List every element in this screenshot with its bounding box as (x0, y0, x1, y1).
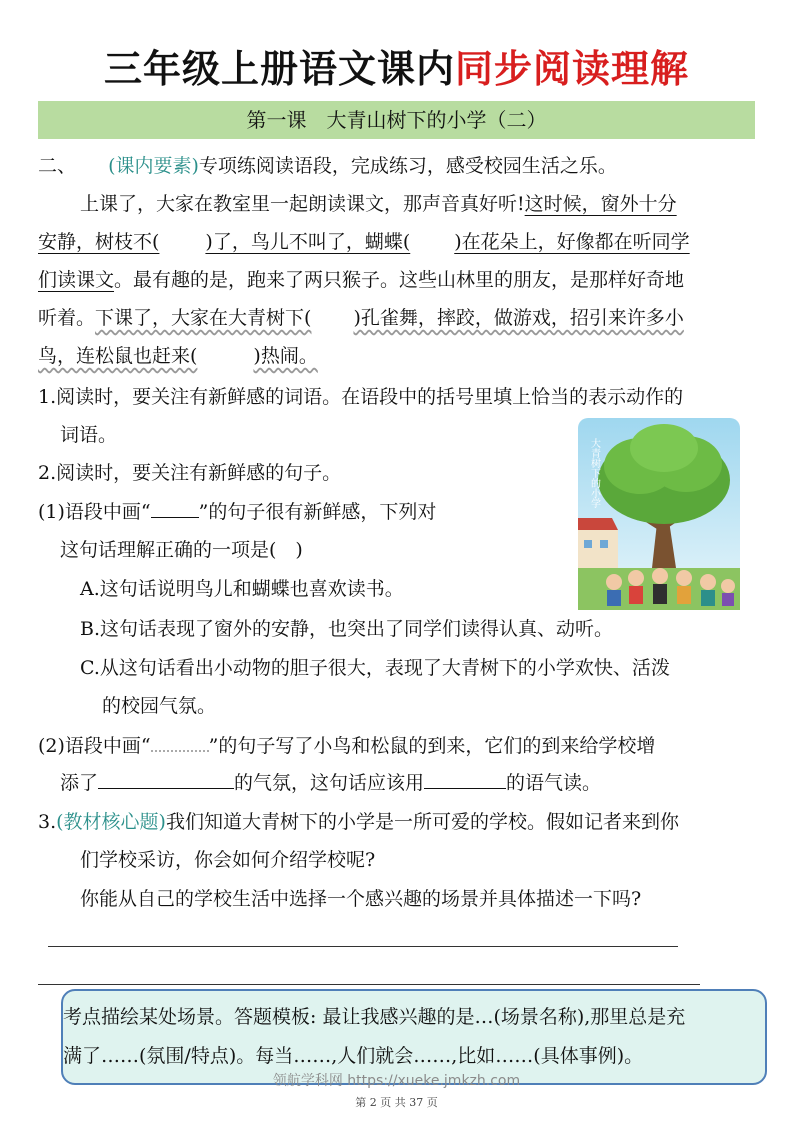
atmosphere-blank[interactable] (98, 770, 234, 789)
underlined-sentence: 安静，树枝不( (38, 231, 160, 253)
answer-line-2[interactable] (38, 984, 700, 985)
section-heading (38, 153, 617, 179)
question-2-1-line-1 (38, 499, 436, 525)
wavy-sentence: 鸟，连松鼠也赶来( (38, 345, 198, 367)
wavy-mark-sample (151, 732, 209, 752)
passage-text: 。最有趣的是，跑来了两只猴子。这些山林里的朋友，是那样好奇地 (114, 269, 685, 291)
wavy-sentence: )孔雀舞，摔跤，做游戏，招引来许多小 (353, 307, 684, 329)
question-text: 的语气读。 (506, 772, 602, 794)
question-1-line-2: 词语。 (60, 424, 118, 446)
question-2-1-line-2: 这句话理解正确的一项是( ) (60, 539, 303, 561)
lesson-heading: 第一课 大青山树下的小学（二） (38, 101, 755, 139)
option-c[interactable]: C.从这句话看出小动物的胆子很大，表现了大青树下的小学欢快、活泼 (80, 657, 670, 679)
question-text: ”的句子写了小鸟和松鼠的到来，它们的到来给学校增 (208, 735, 656, 757)
question-text: 的气氛，这句话应该用 (234, 772, 425, 794)
question-text: ”的句子很有新鲜感，下列对 (198, 501, 437, 523)
option-c-continued: 的校园气氛。 (102, 695, 217, 717)
option-b[interactable]: B.这句话表现了窗外的安静，也突出了同学们读得认真、动听。 (80, 618, 614, 640)
tone-blank[interactable] (424, 770, 506, 789)
school-tree-illustration (578, 418, 740, 610)
passage-line-2 (38, 229, 690, 255)
section-number: 二、 (38, 155, 77, 177)
tip-line-2: 满了……(氛围/特点)。每当……,人们就会……,比如……(具体事例)。 (63, 1045, 644, 1067)
answer-line-1[interactable] (48, 946, 678, 947)
tip-line-1: 考点描绘某处场景。答题模板: 最让我感兴趣的是…(场景名称),那里总是充 (63, 1006, 686, 1028)
question-text: (1)语段中画“ (38, 501, 151, 523)
title-part-2: 同步阅读理解 (455, 47, 690, 91)
wavy-sentence: )热闹。 (253, 345, 318, 367)
question-3-line-1 (38, 809, 679, 835)
question-3-tag: (教材核心题) (56, 811, 166, 833)
question-text: 添了 (60, 772, 99, 794)
passage-line-5 (38, 343, 318, 369)
watermark: 领航学科网 https://xueke.jmkzh.com (272, 1073, 521, 1089)
passage-line-4 (38, 305, 684, 331)
question-number: 3. (38, 811, 57, 833)
underline-mark-sample (151, 499, 199, 518)
underlined-sentence: 们读课文 (38, 269, 115, 291)
option-a[interactable]: A.这句话说明鸟儿和蝴蝶也喜欢读书。 (80, 578, 404, 600)
page-number: 第 2 页 共 37 页 (355, 1096, 438, 1109)
section-text: 专项练阅读语段，完成练习，感受校园生活之乐。 (198, 155, 617, 177)
passage-text: 上课了，大家在教室里一起朗读课文，那声音真好听! (80, 193, 525, 215)
question-2-2-line-1 (38, 732, 655, 759)
question-1-line-1: 1.阅读时，要关注有新鲜感的词语。在语段中的括号里填上恰当的表示动作的 (38, 386, 684, 408)
passage-text: 。 (76, 307, 96, 329)
underlined-sentence: 这时候，窗外十分 (524, 193, 677, 215)
underlined-sentence: )了，鸟儿不叫了，蝴蝶( (205, 231, 411, 253)
passage-line-3 (38, 267, 684, 293)
passage-text: 听着 (38, 307, 77, 329)
illustration-caption: 大青树下的小学 (588, 438, 600, 508)
passage-line-1 (80, 191, 677, 217)
question-3-line-3: 你能从自己的学校生活中选择一个感兴趣的场景并具体描述一下吗? (80, 888, 642, 910)
underlined-sentence: )在花朵上，好像都在听同学 (454, 231, 690, 253)
question-3-line-2: 们学校采访，你会如何介绍学校呢? (80, 849, 376, 871)
section-tag: (课内要素) (108, 155, 199, 177)
question-text: (2)语段中画“ (38, 735, 151, 757)
title-part-1: 三年级上册语文课内 (103, 47, 455, 91)
question-2-2-line-2 (60, 770, 601, 796)
question-text: 我们知道大青树下的小学是一所可爱的学校。假如记者来到你 (165, 811, 679, 833)
wavy-sentence: 下课了，大家在大青树下( (95, 307, 312, 329)
question-2-heading: 2.阅读时，要关注有新鲜感的句子。 (38, 462, 342, 484)
page-title (0, 38, 793, 93)
